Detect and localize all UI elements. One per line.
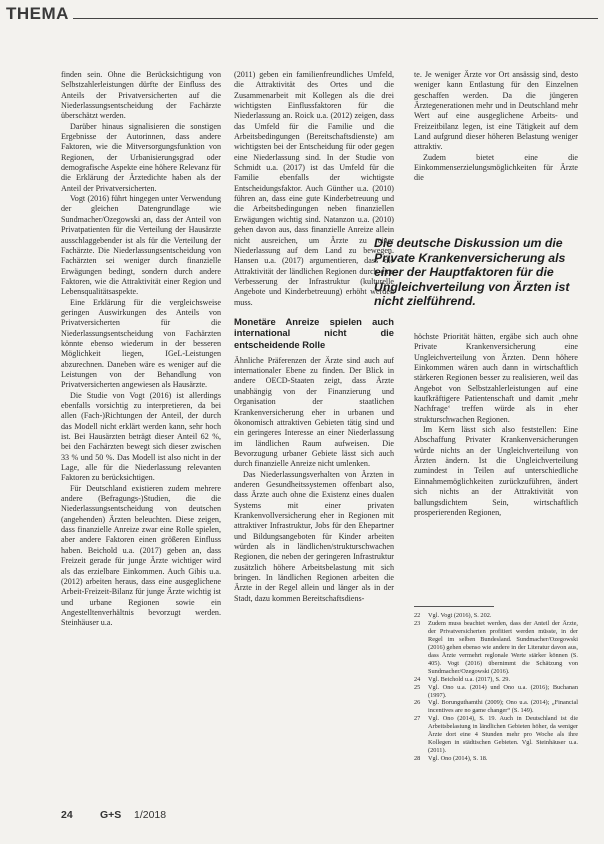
footnote [414,676,578,684]
footnote-number: 27 [414,715,421,723]
footnote-number: 22 [414,612,421,619]
paragraph: Im Kern lässt sich also feststellen: Eine Abschaffung Privater Krankenversicherungen würde nichts an der Ungleichverteilung von Ärzten ändern. Ist die Ungleichverteilung zumindest in Teilen auf unterschiedliche Einnahmemöglichkeiten zurückzuführen, ändert sich nichts an der Attraktivität von ballungsdichtem Sein, wirtschaftlich prosperierenden Regionen, [414,425,578,517]
paragraph: Zudem bietet eine die Einkommenserzielungsmöglichkeiten für Ärzte die [414,152,578,183]
paragraph: Darüber hinaus signalisieren die sonstigen Ergebnisse der Autorinnen, dass andere Faktoren, wie die Mitversorgungsfunktion von Regionen, der Urbanisierungsgrad oder demografische Aspekte eine höhere Relevanz für die Erklärung der Ärztedichte haben als der Anteil der Privatversicherten. [61,121,221,193]
footnote-text: Vgl. Vogt (2016), S. 202. [428,612,492,619]
footnote [414,699,578,715]
column-3-top [414,70,578,184]
pull-quote: Die deutsche Diskussion um die Private Krankenversicherung als einer der Hauptfaktoren für die Ungleichverteilung von Ärzten ist nicht zielführend. [374,236,570,309]
section-title: THEMA [6,4,69,23]
column-2 [234,70,394,604]
paragraph: (2011) geben ein familienfreundliches Umfeld, die Attraktivität des Ortes und die Zusammenarbeit mit Kollegen als die drei wichtigsten Einflussfaktoren für die Niederlassung an. Roick u.a. (2012) zeigen, dass das Umfeld für die Familie und die Arbeitsbedingungen (Bereitschaftsdienste) am wichtigsten bei der Entscheidung für oder gegen eine Niederlassung sind. In der Studie von Schmidt u.a. (2017) ist das Umfeld für die Familie ebenfalls der wichtigste Entscheidungsfaktor. Auch Günther u.a. (2010) führen an, dass eine gute Kinderbetreuung und die Arbeitsbedingungen neben finanziellen Erwägungen wichtig sind. Natanzon u.a. (2010) gehen davon aus, dass finanzielle Anreize allein nicht ausreichen, um Ärzte zu einer Niederlassung auf dem Land zu bewegen. Hansen u.a. (2017) argumentieren, dass die Attraktivität der ländlichen Regionen durch eine Verbesserung der Infrastruktur (kulturelle Angebote und Kinderbetreuung) erhöht werden muss. [234,70,394,307]
footnote [414,684,578,700]
footnote [414,612,578,620]
footnote [414,715,578,755]
footnote [414,755,578,763]
paragraph: höchste Priorität hätten, ergäbe sich auch ohne Private Krankenversicherung eine Ungleichverteilung von Ärzten. Denn höhere Einkommen wären auch dann in wirtschaftlich stärkeren Regionen besser zu realisieren, weil das Angebot von Selbstzahlerleistungen auf eine kaufkräftigere Patientenschaft und damit ‚mehr Nachfrage‘ treffen würde als in eher strukturschwachen Regionen. [414,332,578,424]
paragraph: Für Deutschland existieren zudem mehrere andere (Befragungs-)Studien, die die Niederlassungsentscheidung von deutschen (angehenden) Ärzten beleuchten. Diese zeigen, dass finanzielle Anreize zwar eine Rolle spielen, aber andere Faktoren einen größeren Einfluss haben. Beichold u.a. (2017) geben an, dass Freizeit gerade für junge Ärzte wichtiger wird als das erzielbare Einkommen. Auch Gibis u.a. (2012) arbeiten heraus, dass eine ausgeglichene Arbeit-Freizeit-Bilanz für junge Ärzte wichtig ist und urbane Regionen sowie ein Angestelltenverhältnis bevorzugt werden. Steinhäuser u.a. [61,483,221,628]
footnotes [414,612,578,763]
footnote-number: 24 [414,675,421,683]
column-3-bottom [414,332,578,518]
page-header [0,0,604,22]
paragraph: Die Studie von Vogt (2016) ist allerdings ebenfalls vorsichtig zu interpretieren, da bei allen (Fach-)Richtungen der Anteil, der durch das Modell nicht erklärt werden kann, sehr hoch ist. Bei Hausärzten beträgt dieser Anteil 62 %, bei den Fachärzten bewegt sich dieser zwischen 33 % und 50 %. Das Modell ist also nicht in der Lage, alle für die Niederlassung relevanten Faktoren zu berücksichtigen. [61,390,221,483]
footnote-number: 25 [414,683,421,691]
footnote-text: Vgl. Ono u.a. (2014) und Ono u.a. (2016); Buchanan (1997). [428,683,578,699]
footnote-text: Vgl. Borunguthamthi (2009); Ono u.a. (2014); „Financial incentives are no game changer“ (S. 149). [428,699,578,715]
footnote [414,620,578,676]
issue-number: 1/2018 [134,809,167,821]
paragraph: Ähnliche Präferenzen der Ärzte sind auch auf internationaler Ebene zu finden. Der Blick in andere OECD-Staaten zeigt, dass Ärzte unabhängig von der Finanzierung und Organisation der staatlichen Krankenversicherung eher in urbanen und ökonomisch attraktiven Gebieten tätig sind und ein geringeres Interesse an einer Niederlassung im ländlichen Raum aufweisen. Die Bevorzugung urbaner Gebiete lässt sich auch durch finanzielle Anreize nicht umlenken. [234,355,394,469]
footnote-number: 28 [414,755,421,763]
footnote-text: Zudem muss beachtet werden, dass der Anteil der Ärzte, der Privatversicherten profitiert werden müsste, in der Regel im selben Bundesland. Sundmacher/Ozegowski (2016) gehen ebenso wie andere in der Literatur davon aus, dass Ärzte vermehrt reglonale Werte stärker können (S. 405). Vogt (2016) übernimmt die Schätzung von Sundmacher/Ozegowski (2016). [428,619,578,675]
footnote-number: 23 [414,619,421,627]
page-number: 24 [61,809,73,821]
header-rule [73,18,598,19]
journal-name: G+S [100,809,122,821]
paragraph: finden sein. Ohne die Berücksichtigung von Selbstzahlerleistungen dürfte der Einfluss des Anteils der Privatversicherten auf die Niederlassungsentscheidung der Fachärzte überschätzt werden. [61,70,221,121]
footnote-text: Vgl. Ono (2014), S. 18. [428,755,488,763]
subheading: Monetäre Anreize spielen auch international nicht die entscheidende Rolle [234,315,394,350]
footnote-text: Vgl. Beichold u.a. (2017), S. 29. [428,675,511,683]
paragraph: te. Je weniger Ärzte vor Ort ansässig sind, desto weniger kann Entlastung für den Einzelnen geschaffen werden. Da die jüngeren Ärztegenerationen mehr und in Deutschland mehr Wert auf eine ausgeglichene Arbeits- und Freizeitbilanz legen, ist eine Tätigkeit auf dem Land aufgrund dieser höheren Belastung weniger attraktiv. [414,70,578,152]
footnote-rule [414,606,494,607]
footnote-number: 26 [414,699,421,707]
footnote-text: Vgl. Ono (2014), S. 19. Auch in Deutschland ist die Arbeitsbelastung in ländlichen Gebieten höher, da weniger Ärzte dort eine 4 Stunden mehr pro Woche als ihre Kollegen in städtischen Gebieten. Vgl. Steinhäuser u.a. (2011). [428,715,578,755]
paragraph: Vogt (2016) führt hingegen unter Verwendung der gleichen Datengrundlage wie Sundmacher/Ozegowski an, dass der Anteil von Privatpatienten für die Verteilung der Hausärzte ausschlaggebender ist als für die Verteilung der Fachärzte. Die Niederlassungsentscheidung von Fachärzten sei weniger durch finanzielle Erwägungen bedingt, sondern durch andere Faktoren, wie die Attraktivität einer Region und Lebensqualitätsaspekte. [61,194,221,297]
paragraph: Das Niederlassungsverhalten von Ärzten in anderen Gesundheitssystemen offenbart also, dass Ärzte auch ohne die Existenz eines dualen Systems mit einer privaten Krankenvollversicherung eher in Regionen mit attraktiver Infrastruktur, Jobs für den Ehepartner und Bildungsangeboten für Kinder arbeiten würden als in ländlichen/strukturschwachen Regionen, die neben der geringeren Infrastruktur zusätzlich höhere Arbeitsbelastung mit sich bringen. In ländlichen Regionen arbeiten die Ärzte in der Regel allein und länger als in der Stadt, dazu kommen Bereitschaftsdiens- [234,469,394,603]
paragraph: Eine Erklärung für die vergleichsweise geringen Auswirkungen des Anteils von Privatversicherten für die Niederlassungsentscheidung von Fachärzten könnte ebenso wiederum in der besseren Möglichkeit liegen, IGeL-Leistungen abzurechnen. Daneben wäre es weniger auf die Leistungen von der Behandlung von Privatversicherten angewiesen als Hausärzte. [61,297,221,390]
column-1 [61,70,221,629]
